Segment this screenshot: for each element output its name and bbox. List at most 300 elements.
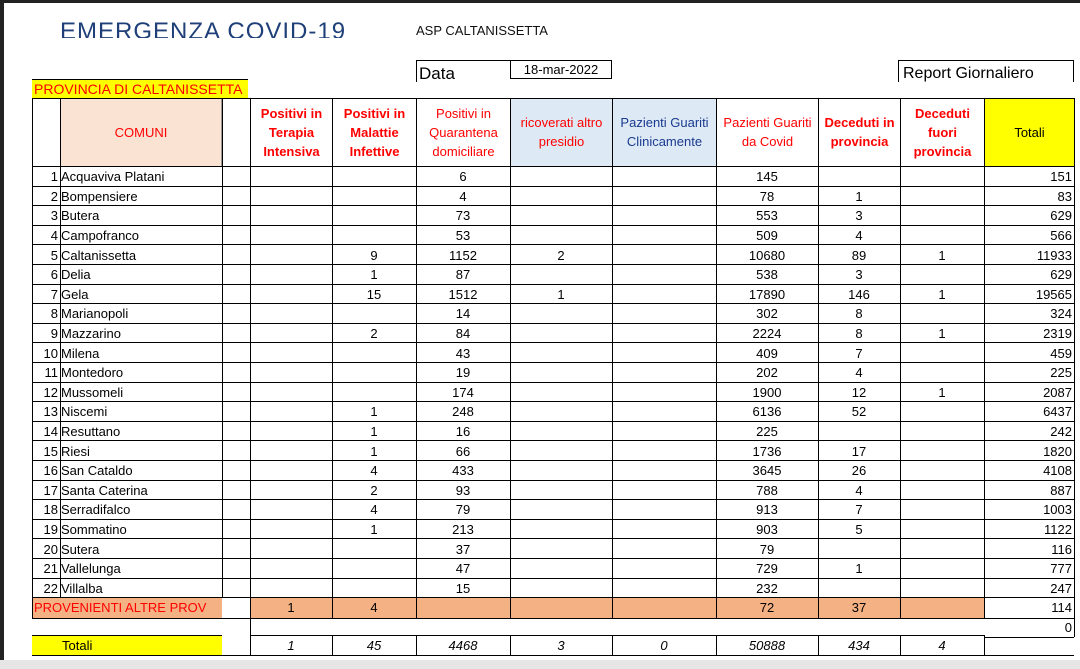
cell-qd: 4 [459, 188, 467, 204]
grid-hline [32, 323, 1074, 324]
grid-vline [612, 635, 613, 655]
totals-rap: 3 [510, 635, 612, 655]
comune-name: Niscemi [61, 404, 108, 420]
column-header-terapia-intensiva: Positivi in Terapia Intensiva [251, 98, 332, 166]
provenienti-rap [510, 598, 612, 618]
cell-gc [612, 226, 716, 246]
cell-gcov: 2224 [752, 326, 782, 342]
column-header-guariti-clinicamente: Pazienti Guariti Clinicamente [613, 98, 716, 166]
cell-gcov: 232 [756, 580, 778, 596]
cell-rap [510, 324, 612, 344]
cell-gcov: 913 [756, 502, 778, 518]
column-header-malattie-infettive: Positivi in Malattie Infettive [333, 98, 416, 166]
cell-gcov: 145 [756, 169, 778, 185]
row-number: 7 [50, 286, 58, 302]
cell-dp: 17 [851, 443, 867, 459]
cell-ti [250, 285, 332, 305]
totals-gcov: 50888 [716, 635, 818, 655]
cell-qd: 248 [452, 404, 474, 420]
cell-rap [510, 187, 612, 207]
grid-vline [510, 635, 511, 655]
cell-dp: 89 [851, 247, 867, 263]
provenienti-gc [612, 598, 716, 618]
provenienti-ti: 1 [250, 598, 332, 618]
extra-totale: 0 [1064, 620, 1072, 636]
cell-ti [250, 324, 332, 344]
cell-mi [332, 579, 416, 599]
cell-totale: 1122 [1044, 522, 1072, 538]
cell-gc [612, 324, 716, 344]
cell-qd: 6 [459, 169, 467, 185]
row-number: 22 [43, 580, 58, 596]
cell-ti [250, 500, 332, 520]
comune-name: Mussomeli [61, 384, 124, 400]
cell-ti [250, 579, 332, 599]
cell-totale: 225 [1050, 365, 1072, 381]
provenienti-label: PROVENIENTI ALTRE PROV [32, 598, 222, 618]
cell-rap [510, 167, 612, 187]
cell-rap [510, 559, 612, 579]
grid-hline [32, 244, 1074, 245]
column-header-ricoverati: ricoverati altro presidio [511, 98, 612, 166]
comune-name: Resuttano [61, 424, 121, 440]
cell-qd: 174 [452, 384, 474, 400]
cell-rap [510, 226, 612, 246]
cell-rap [510, 206, 612, 226]
comune-name: Gela [61, 286, 89, 302]
grid-vline [900, 98, 901, 618]
row-number: 6 [50, 267, 58, 283]
comune-name: Milena [61, 345, 100, 361]
cell-dfp [900, 343, 984, 363]
comune-name: Caltanissetta [61, 247, 137, 263]
cell-gcov: 302 [756, 306, 778, 322]
cell-gc [612, 285, 716, 305]
cell-totale: 887 [1050, 482, 1072, 498]
provenienti-mi: 4 [332, 598, 416, 618]
cell-totale: 242 [1050, 424, 1072, 440]
cell-ti [250, 245, 332, 265]
comune-name: Montedoro [61, 365, 124, 381]
cell-gcov: 202 [756, 365, 778, 381]
grid-hline [32, 401, 1074, 402]
cell-ti [250, 422, 332, 442]
cell-dfp [900, 579, 984, 599]
cell-qd: 66 [455, 443, 471, 459]
cell-gc [612, 402, 716, 422]
grid-vline [332, 98, 333, 618]
cell-dfp [900, 363, 984, 383]
comune-name: Marianopoli [61, 306, 129, 322]
cell-qd: 213 [452, 522, 474, 538]
totals-gc: 0 [612, 635, 716, 655]
cell-totale: 11933 [1036, 247, 1072, 263]
cell-mi: 2 [370, 482, 378, 498]
comune-name: Sommatino [61, 522, 127, 538]
grid-vline [818, 98, 819, 618]
cell-dp: 52 [851, 404, 867, 420]
cell-gcov: 1736 [752, 443, 782, 459]
grid-hline [32, 519, 1074, 520]
cell-rap [510, 363, 612, 383]
comune-name: Sutera [61, 541, 100, 557]
report-title: EMERGENZA COVID-19 [60, 20, 347, 38]
grid-hline [32, 284, 1074, 285]
cell-dp [818, 167, 900, 187]
cell-dp: 7 [855, 345, 863, 361]
comune-name: San Cataldo [61, 463, 133, 479]
cell-dfp [900, 461, 984, 481]
cell-gcov: 79 [759, 541, 775, 557]
cell-rap [510, 539, 612, 559]
cell-dfp [900, 559, 984, 579]
comune-name: Butera [61, 208, 100, 224]
cell-totale: 324 [1050, 306, 1072, 322]
cell-rap [510, 461, 612, 481]
cell-gcov: 78 [759, 188, 775, 204]
cell-mi: 2 [370, 326, 378, 342]
cell-gc [612, 343, 716, 363]
cell-gcov: 538 [756, 267, 778, 283]
cell-gcov: 788 [756, 482, 778, 498]
row-number: 4 [50, 228, 58, 244]
cell-rap [510, 265, 612, 285]
cell-totale: 2087 [1043, 384, 1072, 400]
grid-hline [32, 499, 1074, 500]
cell-ti [250, 481, 332, 501]
cell-rap [510, 520, 612, 540]
comune-name: Delia [61, 267, 91, 283]
grid-vline [716, 635, 717, 655]
cell-ti [250, 441, 332, 461]
grid-hline [32, 480, 1074, 481]
cell-dfp [900, 206, 984, 226]
grid-hline [32, 98, 1074, 99]
org-name: ASP CALTANISSETTA [416, 23, 548, 38]
cell-gc [612, 559, 716, 579]
cell-mi [332, 206, 416, 226]
cell-dp: 1 [855, 561, 863, 577]
cell-totale: 83 [1057, 188, 1072, 204]
cell-mi: 1 [370, 424, 378, 440]
grid-hline [32, 618, 1074, 619]
cell-mi [332, 167, 416, 187]
cell-qd: 16 [455, 424, 471, 440]
cell-gcov: 509 [756, 228, 778, 244]
cell-gc [612, 265, 716, 285]
row-number: 19 [43, 522, 58, 538]
grid-hline [32, 538, 1074, 539]
cell-dp: 26 [851, 463, 867, 479]
date-label: Data [416, 60, 510, 82]
cell-dfp [900, 265, 984, 285]
row-number: 21 [43, 561, 58, 577]
row-number: 11 [44, 365, 58, 381]
cell-dp: 1 [855, 188, 863, 204]
grid-vline [250, 98, 251, 637]
cell-gcov: 729 [756, 561, 778, 577]
cell-gc [612, 167, 716, 187]
cell-mi [332, 539, 416, 559]
cell-mi: 1 [370, 443, 378, 459]
cell-ti [250, 520, 332, 540]
cell-rap [510, 402, 612, 422]
cell-gcov: 17890 [748, 286, 786, 302]
row-number: 16 [43, 463, 58, 479]
provenienti-dfp [900, 598, 984, 618]
cell-qd: 93 [455, 482, 471, 498]
cell-dp: 3 [855, 267, 863, 283]
cell-qd: 43 [455, 345, 471, 361]
comune-name: Acquaviva Platani [61, 169, 165, 185]
cell-gc [612, 539, 716, 559]
cell-gcov: 3645 [752, 463, 782, 479]
grid-vline [60, 98, 61, 598]
cell-qd: 433 [452, 463, 474, 479]
cell-totale: 4108 [1043, 463, 1072, 479]
cell-qd: 87 [455, 267, 471, 283]
grid-hline [32, 460, 1074, 461]
cell-qd: 79 [455, 502, 471, 518]
comune-name: Bompensiere [61, 188, 138, 204]
grid-hline [32, 558, 1074, 559]
column-header-spacer [222, 98, 250, 166]
cell-dfp [900, 187, 984, 207]
cell-dp [818, 539, 900, 559]
comune-name: Riesi [61, 443, 90, 459]
row-number: 15 [43, 443, 58, 459]
grid-hline [32, 166, 1074, 167]
cell-mi: 9 [370, 247, 378, 263]
row-number: 17 [43, 482, 58, 498]
row-number: 2 [50, 188, 58, 204]
grid-vline [1074, 98, 1075, 637]
row-number: 5 [50, 247, 58, 263]
cell-dp [818, 422, 900, 442]
cell-rap [510, 304, 612, 324]
province-banner: PROVINCIA DI CALTANISSETTA [32, 79, 248, 98]
totals-mi: 45 [332, 635, 416, 655]
provenienti-spacer [222, 598, 250, 618]
cell-gcov: 225 [756, 424, 778, 440]
cell-totale: 6437 [1043, 404, 1072, 420]
grid-hline [32, 578, 1074, 579]
cell-ti [250, 343, 332, 363]
cell-mi [332, 304, 416, 324]
cell-dfp: 1 [938, 326, 946, 342]
cell-gcov: 409 [756, 345, 778, 361]
comune-name: Villalba [61, 580, 103, 596]
cell-ti [250, 226, 332, 246]
cell-dp: 8 [855, 326, 863, 342]
totals-label: Totali [32, 635, 222, 655]
cell-dp: 5 [855, 522, 863, 538]
grid-vline [222, 98, 223, 598]
cell-dfp [900, 539, 984, 559]
cell-dfp: 1 [938, 286, 946, 302]
cell-ti [250, 383, 332, 403]
cell-mi: 4 [370, 463, 378, 479]
cell-ti [250, 461, 332, 481]
cell-dp [818, 579, 900, 599]
cell-gcov: 6136 [752, 404, 782, 420]
row-number: 13 [43, 404, 58, 420]
cell-totale: 459 [1050, 345, 1072, 361]
cell-mi [332, 187, 416, 207]
grid-vline [984, 635, 985, 655]
cell-rap [510, 383, 612, 403]
grid-vline [250, 635, 251, 655]
row-number: 20 [43, 541, 58, 557]
comune-name: Campofranco [61, 228, 140, 244]
cell-rap [510, 500, 612, 520]
cell-ti [250, 559, 332, 579]
frame-left-border [0, 0, 4, 669]
cell-dfp [900, 500, 984, 520]
cell-gc [612, 363, 716, 383]
cell-gcov: 903 [756, 522, 778, 538]
row-number: 12 [43, 384, 58, 400]
grid-hline [984, 637, 1074, 638]
row-number: 14 [43, 424, 58, 440]
cell-dfp [900, 402, 984, 422]
cell-mi [332, 383, 416, 403]
cell-rap: 1 [557, 286, 565, 302]
cell-rap [510, 481, 612, 501]
row-number: 18 [43, 502, 58, 518]
cell-mi: 15 [366, 286, 382, 302]
cell-gc [612, 461, 716, 481]
grid-hline [32, 655, 1074, 656]
frame-top-border [0, 0, 1080, 3]
cell-ti [250, 206, 332, 226]
cell-gc [612, 500, 716, 520]
cell-dfp: 1 [938, 247, 946, 263]
cell-mi [332, 559, 416, 579]
totals-dfp: 4 [900, 635, 984, 655]
grid-vline [510, 98, 511, 618]
cell-gc [612, 520, 716, 540]
totals-ti: 1 [250, 635, 332, 655]
grid-hline [32, 440, 1074, 441]
cell-dp: 4 [855, 365, 863, 381]
cell-totale: 1820 [1043, 443, 1072, 459]
cell-mi: 1 [370, 522, 378, 538]
cell-rap [510, 441, 612, 461]
row-number: 8 [50, 306, 58, 322]
cell-mi: 1 [370, 404, 378, 420]
cell-dp: 12 [851, 384, 867, 400]
row-number: 9 [50, 326, 58, 342]
row-number: 3 [50, 208, 58, 224]
cell-gc [612, 383, 716, 403]
grid-vline [332, 635, 333, 655]
cell-ti [250, 539, 332, 559]
grid-hline [32, 342, 1074, 343]
cell-qd: 14 [455, 306, 471, 322]
cell-gc [612, 422, 716, 442]
cell-dp: 8 [855, 306, 863, 322]
cell-qd: 53 [455, 228, 471, 244]
cell-dfp [900, 520, 984, 540]
grid-vline [612, 98, 613, 618]
cell-gcov: 553 [756, 208, 778, 224]
grid-vline [716, 98, 717, 618]
cell-gc [612, 441, 716, 461]
cell-dfp: 1 [938, 384, 946, 400]
provenienti-dp: 37 [818, 598, 900, 618]
cell-dfp [900, 441, 984, 461]
cell-dfp [900, 422, 984, 442]
cell-mi [332, 363, 416, 383]
row-number: 1 [50, 169, 58, 185]
cell-rap [510, 422, 612, 442]
cell-mi: 1 [370, 267, 378, 283]
grid-hline [32, 362, 1074, 363]
column-header-guariti-covid: Pazienti Guariti da Covid [717, 98, 818, 166]
cell-totale: 629 [1050, 267, 1072, 283]
provenienti-totale: 114 [1051, 600, 1072, 616]
column-header-quarantena: Positivi in Quarantena domiciliare [417, 98, 510, 166]
grid-vline [900, 635, 901, 655]
grid-vline [818, 635, 819, 655]
cell-totale: 629 [1050, 208, 1072, 224]
cell-ti [250, 187, 332, 207]
grid-hline [32, 382, 1074, 383]
cell-dp: 146 [848, 286, 870, 302]
cell-totale: 19565 [1035, 286, 1072, 302]
cell-ti [250, 363, 332, 383]
cell-mi: 4 [370, 502, 378, 518]
cell-qd: 15 [455, 580, 471, 596]
cell-qd: 19 [455, 365, 471, 381]
cell-totale: 566 [1050, 228, 1072, 244]
row-number: 10 [43, 345, 58, 361]
bottom-strip [0, 660, 1080, 669]
report-type-label: Report Giornaliero [898, 60, 1074, 82]
cell-gc [612, 481, 716, 501]
provenienti-qd [416, 598, 510, 618]
grid-hline [32, 186, 1074, 187]
cell-totale: 777 [1050, 561, 1072, 577]
cell-totale: 247 [1050, 580, 1072, 596]
cell-qd: 84 [455, 326, 471, 342]
cell-qd: 1512 [448, 286, 478, 302]
column-header-comuni: COMUNI [60, 98, 222, 166]
cell-gc [612, 206, 716, 226]
cell-qd: 73 [455, 208, 471, 224]
cell-mi [332, 343, 416, 363]
column-header-deceduti-provincia: Deceduti in provincia [819, 98, 900, 166]
comune-name: Mazzarino [61, 326, 121, 342]
cell-ti [250, 402, 332, 422]
cell-dfp [900, 481, 984, 501]
cell-ti [250, 304, 332, 324]
comune-name: Santa Caterina [61, 482, 148, 498]
grid-vline [984, 98, 985, 618]
cell-dp: 4 [855, 482, 863, 498]
grid-vline [416, 635, 417, 655]
cell-gc [612, 579, 716, 599]
cell-ti [250, 167, 332, 187]
grid-hline [32, 597, 1074, 598]
column-header-totali: Totali [985, 98, 1074, 166]
grid-hline [32, 225, 1074, 226]
cell-gcov: 1900 [752, 384, 782, 400]
cell-totale: 116 [1051, 541, 1072, 557]
cell-qd: 47 [455, 561, 471, 577]
cell-qd: 37 [455, 541, 471, 557]
